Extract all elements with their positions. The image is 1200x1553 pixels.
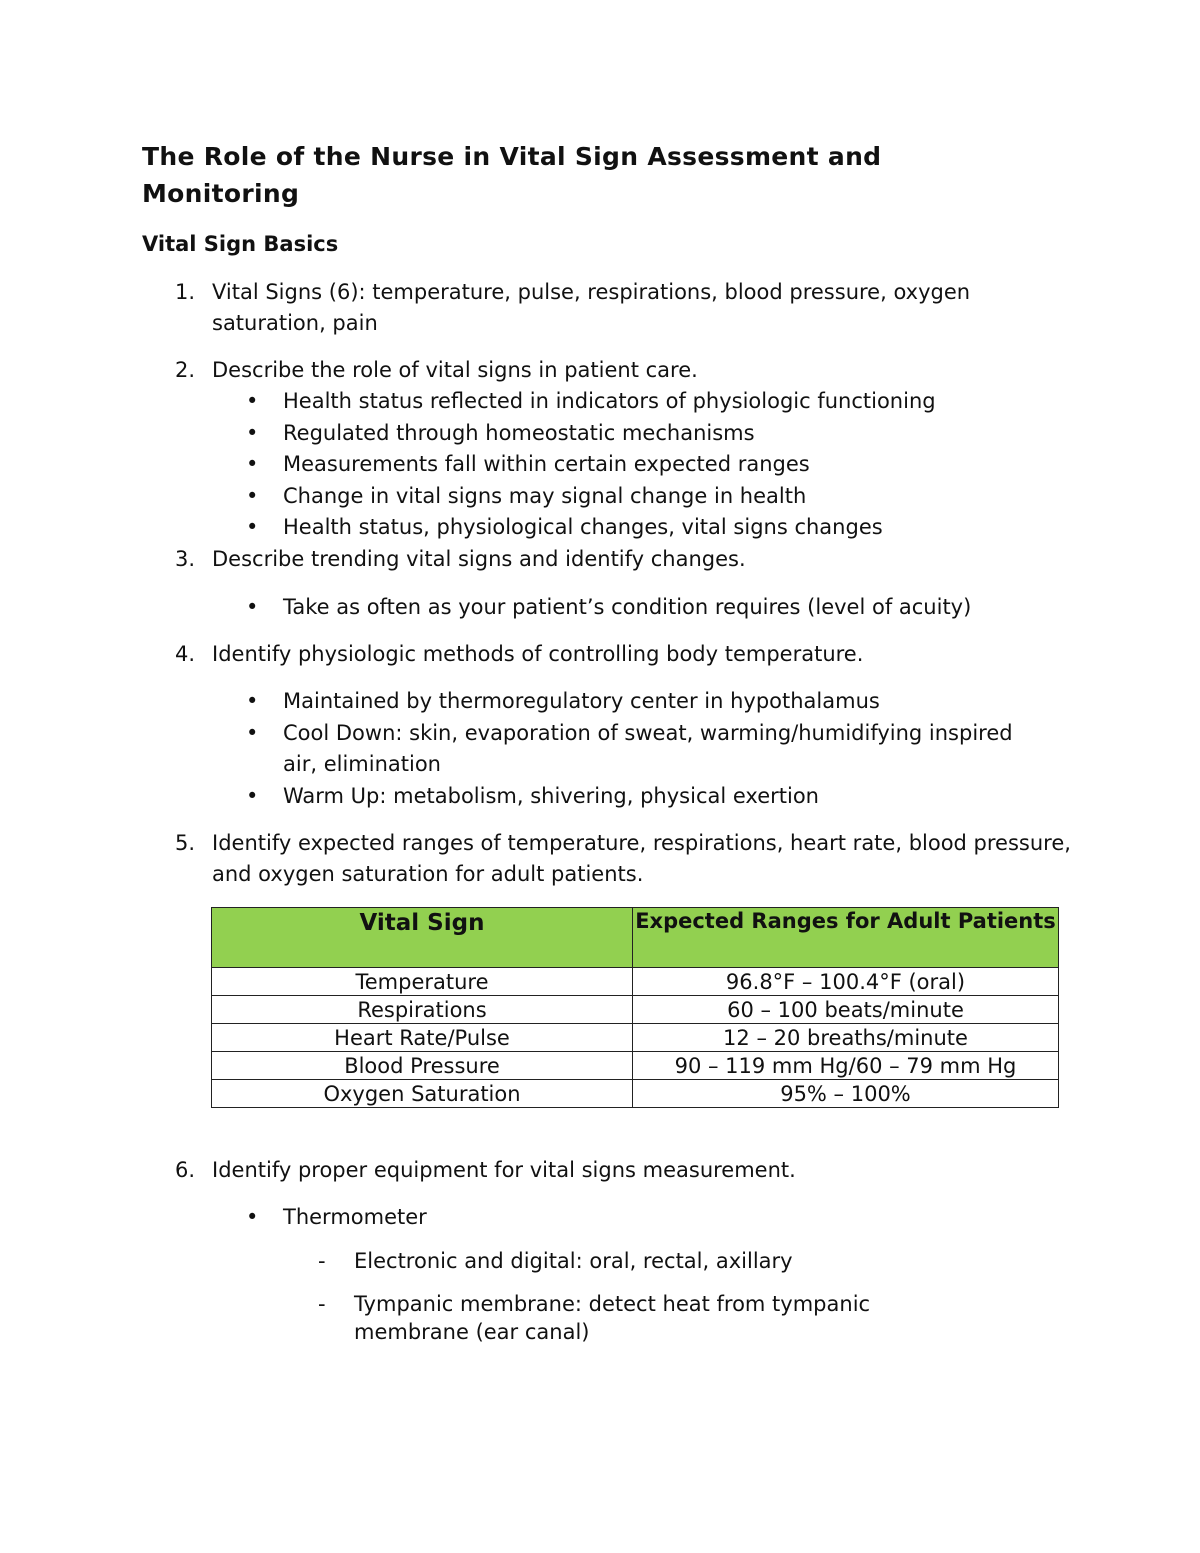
sub-item-text: Tympanic membrane: detect heat from tympanic membrane (ear canal): [354, 1292, 871, 1344]
table-row: [212, 1052, 1059, 1080]
bullet-icon: •: [246, 452, 259, 476]
bullet-icon: •: [246, 689, 259, 713]
table-cell: 60 – 100 beats/minute: [633, 996, 1059, 1024]
sub-item-text: Electronic and digital: oral, rectal, axillary: [354, 1249, 793, 1273]
bullet-text: Regulated through homeostatic mechanisms: [283, 421, 755, 445]
bullet-text: Change in vital signs may signal change in health: [283, 484, 807, 508]
bullet-icon: •: [246, 595, 259, 619]
bullet-text: Health status, physiological changes, vital signs changes: [283, 515, 883, 539]
table-row: [212, 1080, 1059, 1108]
table-cell: Heart Rate/Pulse: [212, 1024, 633, 1052]
table-cell: 12 – 20 breaths/minute: [633, 1024, 1059, 1052]
table-row: [212, 1024, 1059, 1052]
table-cell: Temperature: [212, 968, 633, 996]
item-text: Describe the role of vital signs in patient care.: [212, 358, 698, 382]
dash-icon: -: [318, 1249, 326, 1273]
table-cell: 96.8°F – 100.4°F (oral): [633, 968, 1059, 996]
bullet-text: Measurements fall within certain expected ranges: [283, 452, 810, 476]
bullet-icon: •: [246, 1205, 259, 1229]
bullet-text: Take as often as your patient’s condition requires (level of acuity): [283, 595, 972, 619]
item-number: 2.: [175, 358, 196, 382]
vital-signs-table: [211, 907, 1059, 1108]
bullet-icon: •: [246, 421, 259, 445]
table-cell: 90 – 119 mm Hg/60 – 79 mm Hg: [633, 1052, 1059, 1080]
bullet-text: Thermometer: [283, 1205, 427, 1229]
item-number: 5.: [175, 831, 196, 855]
item-text: Vital Signs (6): temperature, pulse, respirations, blood pressure, oxygen saturation, pain: [212, 280, 971, 335]
table-row: [212, 996, 1059, 1024]
table-cell: Blood Pressure: [212, 1052, 633, 1080]
bullet-icon: •: [246, 484, 259, 508]
bullet-text: Cool Down: skin, evaporation of sweat, warming/humidifying inspired air, elimination: [283, 721, 1013, 776]
bullet-icon: •: [246, 515, 259, 539]
item-text: Identify physiologic methods of controlling body temperature.: [212, 642, 864, 666]
table-cell: 95% – 100%: [633, 1080, 1059, 1108]
bullet-text: Warm Up: metabolism, shivering, physical exertion: [283, 784, 819, 808]
item-text: Identify proper equipment for vital signs measurement.: [212, 1158, 796, 1182]
table-header-row: [212, 908, 1059, 968]
dash-icon: -: [318, 1292, 326, 1316]
item-text: Identify expected ranges of temperature, respirations, heart rate, blood pressure, and oxygen saturation for adult patients.: [212, 831, 1071, 886]
table-row: [212, 968, 1059, 996]
table-cell: Respirations: [212, 996, 633, 1024]
item-number: 3.: [175, 547, 196, 571]
bullet-text: Maintained by thermoregulatory center in hypothalamus: [283, 689, 880, 713]
document-title: The Role of the Nurse in Vital Sign Assessment and Monitoring: [142, 142, 882, 208]
bullet-icon: •: [246, 721, 259, 745]
section-heading: Vital Sign Basics: [142, 232, 339, 256]
item-number: 4.: [175, 642, 196, 666]
table-cell: Oxygen Saturation: [212, 1080, 633, 1108]
item-number: 1.: [175, 280, 196, 304]
bullet-icon: •: [246, 389, 259, 413]
table-header-cell: Expected Ranges for Adult Patients: [633, 908, 1059, 968]
item-number: 6.: [175, 1158, 196, 1182]
bullet-icon: •: [246, 784, 259, 808]
item-text: Describe trending vital signs and identify changes.: [212, 547, 746, 571]
bullet-text: Health status reflected in indicators of physiologic functioning: [283, 389, 936, 413]
table-header-cell: Vital Sign: [212, 908, 633, 968]
